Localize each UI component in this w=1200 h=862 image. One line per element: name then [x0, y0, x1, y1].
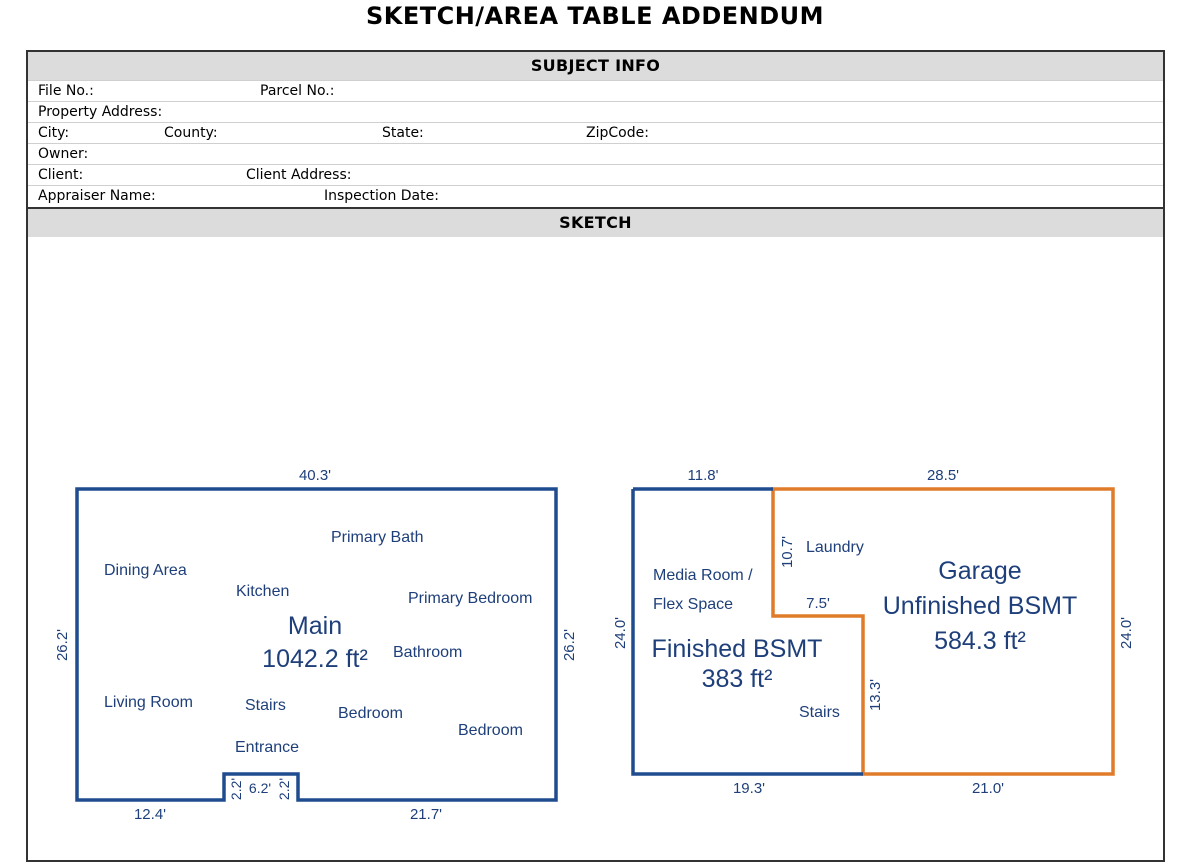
county-label: County:	[164, 125, 218, 141]
room-kitchen: Kitchen	[236, 583, 290, 600]
client-address-label: Client Address:	[246, 167, 352, 183]
bsmt-top-left-dim: 11.8'	[687, 467, 719, 484]
zipcode-label: ZipCode:	[586, 125, 649, 141]
bsmt-top-right-dim: 28.5'	[926, 467, 960, 484]
bsmt-inner-lower-dim: 13.3'	[867, 678, 884, 712]
room-media-room-line2: Flex Space	[653, 596, 734, 613]
page-title: SKETCH/AREA TABLE ADDENDUM	[365, 2, 825, 30]
room-stairs-main: Stairs	[245, 697, 286, 714]
room-bathroom: Bathroom	[393, 644, 463, 661]
main-bottom-left-dim: 12.4'	[133, 806, 167, 823]
main-step-right-dim: 2.2'	[276, 777, 292, 801]
appraiser-name-label: Appraiser Name:	[38, 188, 156, 204]
bsmt-bottom-left-dim: 19.3'	[732, 780, 766, 797]
main-area-value: 1042.2 ft²	[262, 645, 368, 673]
finished-bsmt-outline	[633, 489, 863, 774]
bsmt-inner-vertical-dim: 10.7'	[779, 535, 796, 569]
main-left-dim: 26.2'	[54, 628, 71, 662]
room-primary-bath: Primary Bath	[331, 529, 424, 546]
property-address-label: Property Address:	[38, 104, 163, 120]
main-area-name: Main	[287, 612, 343, 640]
room-bedroom-2: Bedroom	[458, 722, 523, 739]
room-media-room-line1: Media Room /	[653, 567, 753, 584]
room-stairs-bsmt: Stairs	[799, 704, 840, 721]
bsmt-left-dim: 24.0'	[612, 616, 629, 650]
main-right-dim: 26.2'	[561, 628, 578, 662]
subject-info-header: SUBJECT INFO	[28, 52, 1163, 80]
city-label: City:	[38, 125, 70, 141]
room-dining-area: Dining Area	[104, 562, 187, 579]
room-bedroom: Bedroom	[338, 705, 403, 722]
garage-name: Garage	[938, 557, 1022, 585]
bsmt-right-dim: 24.0'	[1118, 616, 1135, 650]
parcel-no-label: Parcel No.:	[260, 83, 335, 99]
client-label: Client:	[38, 167, 84, 183]
bsmt-bottom-right-dim: 21.0'	[971, 780, 1005, 797]
main-bottom-right-dim: 21.7'	[409, 806, 443, 823]
room-entrance: Entrance	[235, 739, 300, 756]
owner-label: Owner:	[38, 146, 89, 162]
state-label: State:	[382, 125, 424, 141]
room-living-room: Living Room	[104, 694, 193, 711]
room-primary-bedroom: Primary Bedroom	[408, 590, 533, 607]
finished-bsmt-name: Finished BSMT	[651, 635, 823, 663]
main-step-mid-dim: 6.2'	[248, 780, 272, 796]
main-top-dim: 40.3'	[298, 467, 332, 484]
garage-sub-name: Unfinished BSMT	[882, 592, 1078, 620]
inspection-date-label: Inspection Date:	[324, 188, 439, 204]
file-no-label: File No.:	[38, 83, 94, 99]
room-laundry: Laundry	[806, 539, 864, 556]
bsmt-inner-horizontal-dim: 7.5'	[806, 595, 830, 612]
main-step-left-dim: 2.2'	[228, 777, 244, 801]
garage-area-value: 584.3 ft²	[934, 627, 1026, 655]
sketch-header: SKETCH	[28, 209, 1163, 237]
finished-bsmt-area: 383 ft²	[701, 665, 773, 693]
